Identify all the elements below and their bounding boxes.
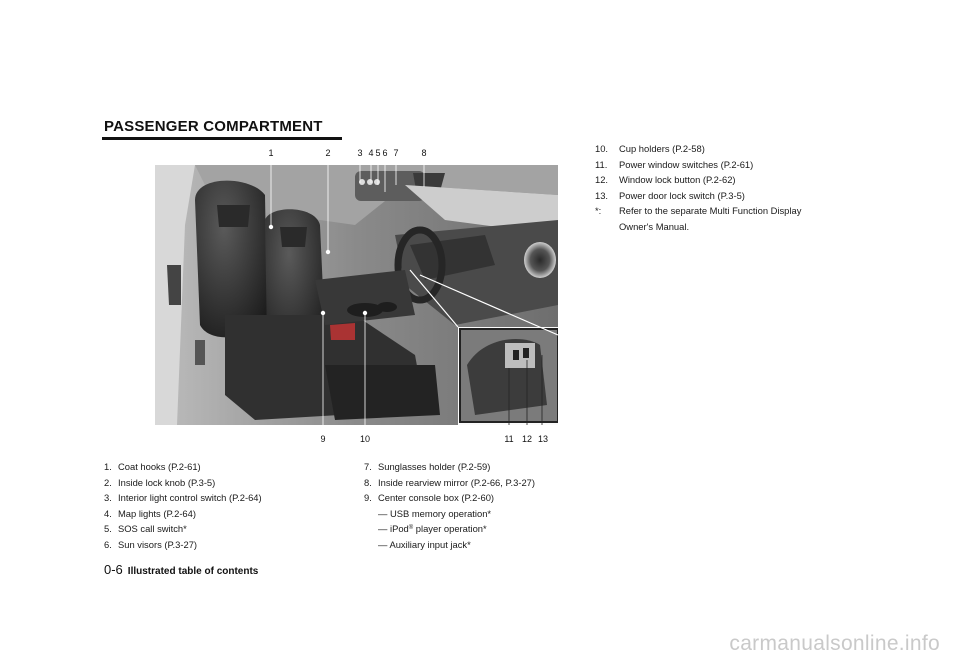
list-item (364, 475, 535, 491)
list-item (104, 521, 262, 537)
item-number: 13. (595, 189, 609, 201)
list-item (595, 141, 801, 157)
section-title: PASSENGER COMPARTMENT (104, 118, 323, 135)
callout-8: 8 (421, 148, 427, 158)
watermark: carmanualsonline.info (729, 632, 940, 655)
item-number: 12. (595, 174, 609, 186)
callout-9: 9 (320, 434, 326, 444)
ipod-suffix: player operation* (413, 523, 487, 535)
list-item (364, 459, 535, 475)
callout-7: 7 (393, 148, 399, 158)
item-number: 2. (104, 476, 112, 488)
list-item (595, 157, 801, 173)
list-item (104, 537, 262, 553)
item-text: Inside lock knob (P.3-5) (118, 476, 216, 488)
list-item (104, 459, 262, 475)
callout-3: 3 (357, 148, 363, 158)
item-text: Center console box (P.2-60) (378, 492, 495, 504)
page-number: 0-6 (104, 562, 123, 577)
item-number: 1. (104, 461, 112, 472)
footnote-mark: *: (595, 205, 602, 217)
callout-10: 10 (359, 434, 371, 444)
list-item (104, 475, 262, 491)
list-item (104, 506, 262, 522)
item-text: SOS call switch* (118, 523, 187, 535)
item-number: 11. (595, 158, 608, 170)
footnote-line-1: Refer to the separate Multi Function Display (619, 205, 802, 217)
item-number: 6. (104, 538, 112, 550)
sub-item-ipod (364, 521, 535, 537)
right-item-list (595, 141, 801, 235)
callout-4: 4 (368, 148, 374, 158)
callout-12: 12 (521, 434, 533, 444)
item-text: Cup holders (P.2-58) (619, 143, 705, 154)
list-item (104, 490, 262, 506)
item-number: 9. (364, 492, 372, 504)
list-item (595, 172, 801, 188)
footnote (595, 203, 801, 219)
list-item (364, 490, 535, 506)
item-text: Interior light control switch (P.2-64) (118, 492, 262, 504)
callout-5: 5 (375, 148, 381, 158)
item-text: Map lights (P.2-64) (118, 507, 196, 519)
callout-2: 2 (325, 148, 331, 158)
item-text: Window lock button (P.2-62) (619, 174, 736, 186)
page-footer (104, 561, 258, 579)
title-underline (102, 137, 342, 140)
item-text: Sun visors (P.3-27) (118, 538, 198, 550)
registered-mark: ® (408, 525, 414, 532)
sub-item-aux: — Auxiliary input jack* (378, 538, 471, 550)
left-item-list (104, 459, 262, 553)
item-number: 5. (104, 523, 112, 535)
footer-title: Illustrated table of contents (127, 566, 259, 577)
item-number: 8. (364, 476, 372, 488)
item-text: Power door lock switch (P.3-5) (619, 189, 745, 201)
item-text: Sunglasses holder (P.2-59) (378, 461, 491, 472)
footnote-line-2: Owner's Manual. (619, 220, 690, 232)
callout-11: 11 (504, 434, 514, 444)
callout-6: 6 (382, 148, 388, 158)
item-text: Coat hooks (P.2-61) (118, 461, 201, 472)
item-text: Inside rearview mirror (P.2-66, P.3-27) (378, 476, 536, 488)
callout-1: 1 (268, 148, 274, 158)
middle-item-list (364, 459, 535, 553)
item-number: 10. (595, 143, 609, 154)
passenger-compartment-illustration (155, 165, 558, 425)
item-number: 7. (364, 461, 372, 472)
item-number: 3. (104, 492, 112, 504)
car-interior-image (155, 165, 558, 425)
list-item (595, 188, 801, 204)
ipod-prefix: — iPod (378, 523, 409, 535)
callout-13: 13 (537, 434, 549, 444)
item-number: 4. (104, 507, 112, 519)
item-text: Power window switches (P.2-61) (619, 158, 754, 170)
sub-item-usb: — USB memory operation* (378, 507, 492, 519)
